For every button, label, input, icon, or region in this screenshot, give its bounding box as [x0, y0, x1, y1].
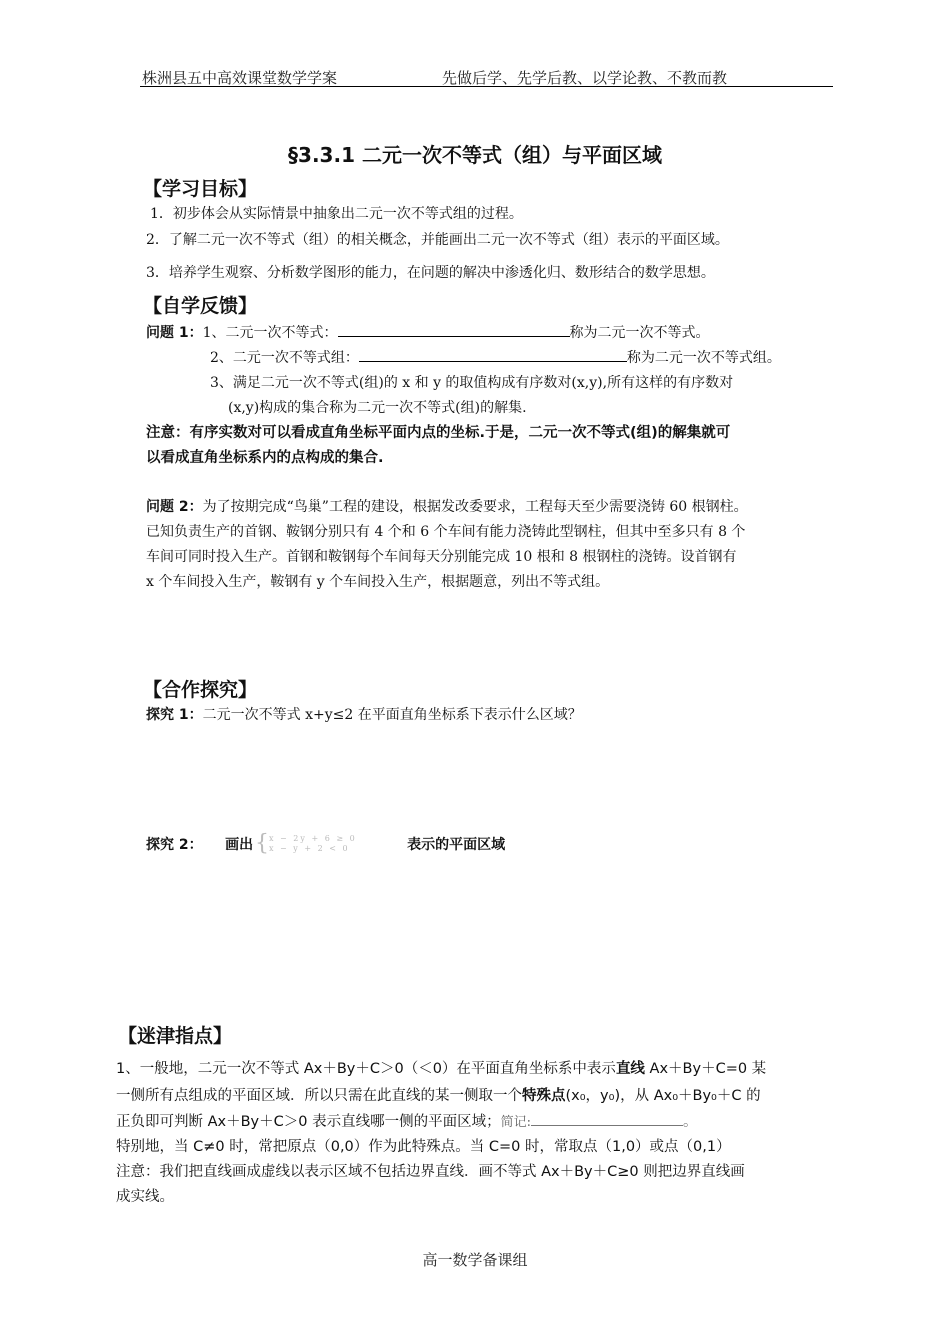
header-left: 株洲县五中高效课堂数学学案 [142, 69, 338, 87]
tips-line-3-end: 。 [683, 1114, 698, 1130]
question-1-label: 问题 1： [146, 325, 203, 341]
tips-line-4: 特别地，当 C≠0 时，常把原点（0,0）作为此特殊点。当 C=0 时，常取点（1,0）或点（0,1） [116, 1139, 731, 1155]
q1-item2-text: 2、二元一次不等式组： [210, 350, 359, 366]
note-line-1: 注意：有序实数对可以看成直角坐标平面内点的坐标.于是，二元一次不等式(组)的解集就可 [146, 425, 731, 441]
section-heading-self-study: 【自学反馈】 [143, 295, 258, 317]
question-2-line-2: 已知负责生产的首钢、鞍钢分别只有 4 个和 6 个车间有能力浇铸此型钢柱，但其中至多只有 8 个 [146, 524, 746, 540]
tips-line-3 [116, 1110, 698, 1131]
tips-line-1-text: 1、一般地，二元一次不等式 Ax＋By＋C＞0（＜0）在平面直角坐标系中表示 [116, 1061, 616, 1077]
q1-item1-text: 1、二元一次不等式： [202, 325, 338, 341]
q2-text: 为了按期完成“鸟巢”工程的建设，根据发改委要求，工程每天至少需要浇铸 60 根钢柱。 [202, 499, 748, 515]
explore-1-label: 探究 1： [146, 707, 203, 723]
fill-blank[interactable] [338, 322, 570, 337]
q1-item3-line2: (x,y)构成的集合称为二元一次不等式(组)的解集. [228, 400, 527, 416]
section-heading-explore: 【合作探究】 [143, 679, 258, 701]
tips-line-2-end: (x₀，y₀)，从 Ax₀＋By₀＋C 的 [565, 1088, 761, 1104]
goal-item: 1．初步体会从实际情景中抽象出二元一次不等式组的过程。 [150, 206, 523, 222]
explore-2-suffix: 表示的平面区域 [407, 837, 506, 853]
tips-line-1 [116, 1057, 766, 1078]
question-1-line-2 [210, 347, 781, 367]
tips-line-1-bold: 直线 [615, 1061, 645, 1077]
page-footer: 高一数学备课组 [422, 1251, 528, 1269]
fill-blank[interactable] [531, 1111, 683, 1126]
tips-line-3-text: 正负即可判断 Ax＋By＋C＞0 表示直线哪一侧的平面区域； [116, 1114, 501, 1130]
section-heading-goals: 【学习目标】 [143, 178, 258, 200]
tips-line-5: 注意：我们把直线画成虚线以表示区域不包括边界直线．画不等式 Ax＋By＋C≥0 则把边界直线画 [116, 1164, 745, 1180]
question-2-line-1 [146, 496, 748, 516]
q1-item1-suffix: 称为二元一次不等式。 [569, 325, 710, 341]
left-brace-icon: { [255, 832, 270, 854]
page-title: §3.3.1 二元一次不等式（组）与平面区域 [288, 143, 662, 167]
goal-item: 2．了解二元一次不等式（组）的相关概念，并能画出二元一次不等式（组）表示的平面区域。 [146, 232, 729, 248]
question-2-line-3: 车间可同时投入生产。首钢和鞍钢每个车间每天分别能完成 10 根和 8 根钢柱的浇铸。设首钢有 [146, 549, 737, 565]
header-right: 先做后学、先学后教、以学论教、不教而教 [442, 69, 728, 87]
inequality-system [255, 832, 405, 858]
question-2-line-4: x 个车间投入生产，鞍钢有 y 个车间投入生产，根据题意，列出不等式组。 [146, 574, 610, 590]
q1-item3-line1: 3、满足二元一次不等式(组)的 x 和 y 的取值构成有序数对(x,y),所有这样的有序数对 [210, 375, 734, 391]
explore-1 [146, 704, 582, 724]
explore-1-text: 二元一次不等式 x+y≤2 在平面直角坐标系下表示什么区域？ [202, 707, 582, 723]
question-2-label: 问题 2： [146, 499, 203, 515]
system-line-2: x − y + 2 < 0 [269, 844, 350, 853]
question-1-line-1 [146, 322, 710, 342]
q1-item2-suffix: 称为二元一次不等式组。 [626, 350, 781, 366]
tips-line-2-bold: 特殊点 [522, 1088, 566, 1104]
header-divider [140, 86, 833, 87]
note-line-2: 以看成直角坐标系内的点构成的集合. [146, 450, 384, 466]
tips-line-2 [116, 1084, 761, 1105]
goal-item: 3．培养学生观察、分析数学图形的能力，在问题的解决中渗透化归、数形结合的数学思想。 [146, 265, 715, 281]
inequality-system-graphic [255, 832, 405, 854]
explore-2-prefix: 画出 [225, 837, 254, 853]
explore-2-label: 探究 2： [146, 837, 203, 853]
system-line-1: x − 2y + 6 ≥ 0 [269, 834, 357, 843]
tips-line-6: 成实线。 [116, 1189, 174, 1205]
fill-blank[interactable] [359, 347, 627, 362]
tips-line-2-text: 一侧所有点组成的平面区域．所以只需在此直线的某一侧取一个 [116, 1088, 522, 1104]
tips-line-3-note: 简记: [500, 1115, 531, 1130]
explore-2 [146, 832, 505, 858]
tips-line-1-end: Ax＋By＋C=0 某 [644, 1061, 767, 1077]
section-heading-tips: 【迷津指点】 [118, 1025, 233, 1047]
